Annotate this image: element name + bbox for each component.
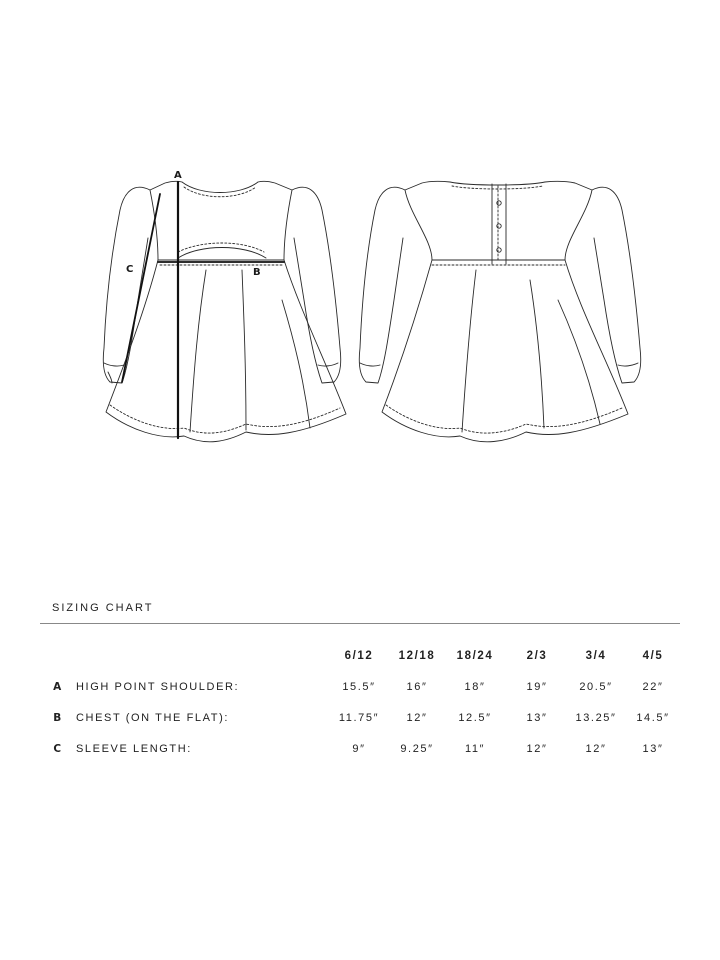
table-cell: 13″ bbox=[642, 742, 664, 755]
size-header: 6/12 bbox=[344, 649, 374, 662]
size-header-row bbox=[40, 640, 680, 671]
table-cell: 14.5″ bbox=[636, 711, 670, 724]
dimension-label-b: B bbox=[253, 267, 261, 278]
row-letter: B bbox=[53, 711, 63, 724]
row-label: CHEST (ON THE FLAT): bbox=[76, 711, 230, 724]
table-cell: 22″ bbox=[642, 680, 664, 693]
table-cell: 11″ bbox=[464, 742, 486, 755]
table-cell: 12.5″ bbox=[458, 711, 492, 724]
sizing-table bbox=[40, 640, 680, 764]
row-label: SLEEVE LENGTH: bbox=[76, 742, 192, 755]
size-header: 18/24 bbox=[456, 649, 494, 662]
table-cell: 12″ bbox=[526, 742, 548, 755]
table-cell: 20.5″ bbox=[579, 680, 613, 693]
row-letter: C bbox=[53, 742, 63, 755]
table-cell: 16″ bbox=[406, 680, 428, 693]
row-letter: A bbox=[53, 680, 63, 693]
title-divider bbox=[40, 623, 680, 624]
table-cell: 9.25″ bbox=[400, 742, 434, 755]
table-cell: 12″ bbox=[585, 742, 607, 755]
table-row bbox=[40, 733, 680, 764]
size-header: 2/3 bbox=[526, 649, 548, 662]
table-cell: 13″ bbox=[526, 711, 548, 724]
table-cell: 13.25″ bbox=[575, 711, 617, 724]
table-cell: 12″ bbox=[406, 711, 428, 724]
dress-back-sketch bbox=[359, 181, 641, 441]
dimension-label-a: A bbox=[174, 170, 182, 181]
size-header: 3/4 bbox=[585, 649, 607, 662]
table-cell: 15.5″ bbox=[342, 680, 376, 693]
table-cell: 18″ bbox=[464, 680, 486, 693]
size-header: 4/5 bbox=[642, 649, 664, 662]
row-label: HIGH POINT SHOULDER: bbox=[76, 680, 240, 693]
table-row bbox=[40, 671, 680, 702]
sizing-chart-title: SIZING CHART bbox=[52, 602, 154, 614]
dimension-label-c: C bbox=[126, 264, 134, 275]
table-cell: 9″ bbox=[352, 742, 366, 755]
table-row bbox=[40, 702, 680, 733]
table-cell: 19″ bbox=[526, 680, 548, 693]
dress-front-sketch bbox=[103, 181, 346, 441]
table-cell: 11.75″ bbox=[338, 711, 380, 724]
size-header: 12/18 bbox=[398, 649, 436, 662]
